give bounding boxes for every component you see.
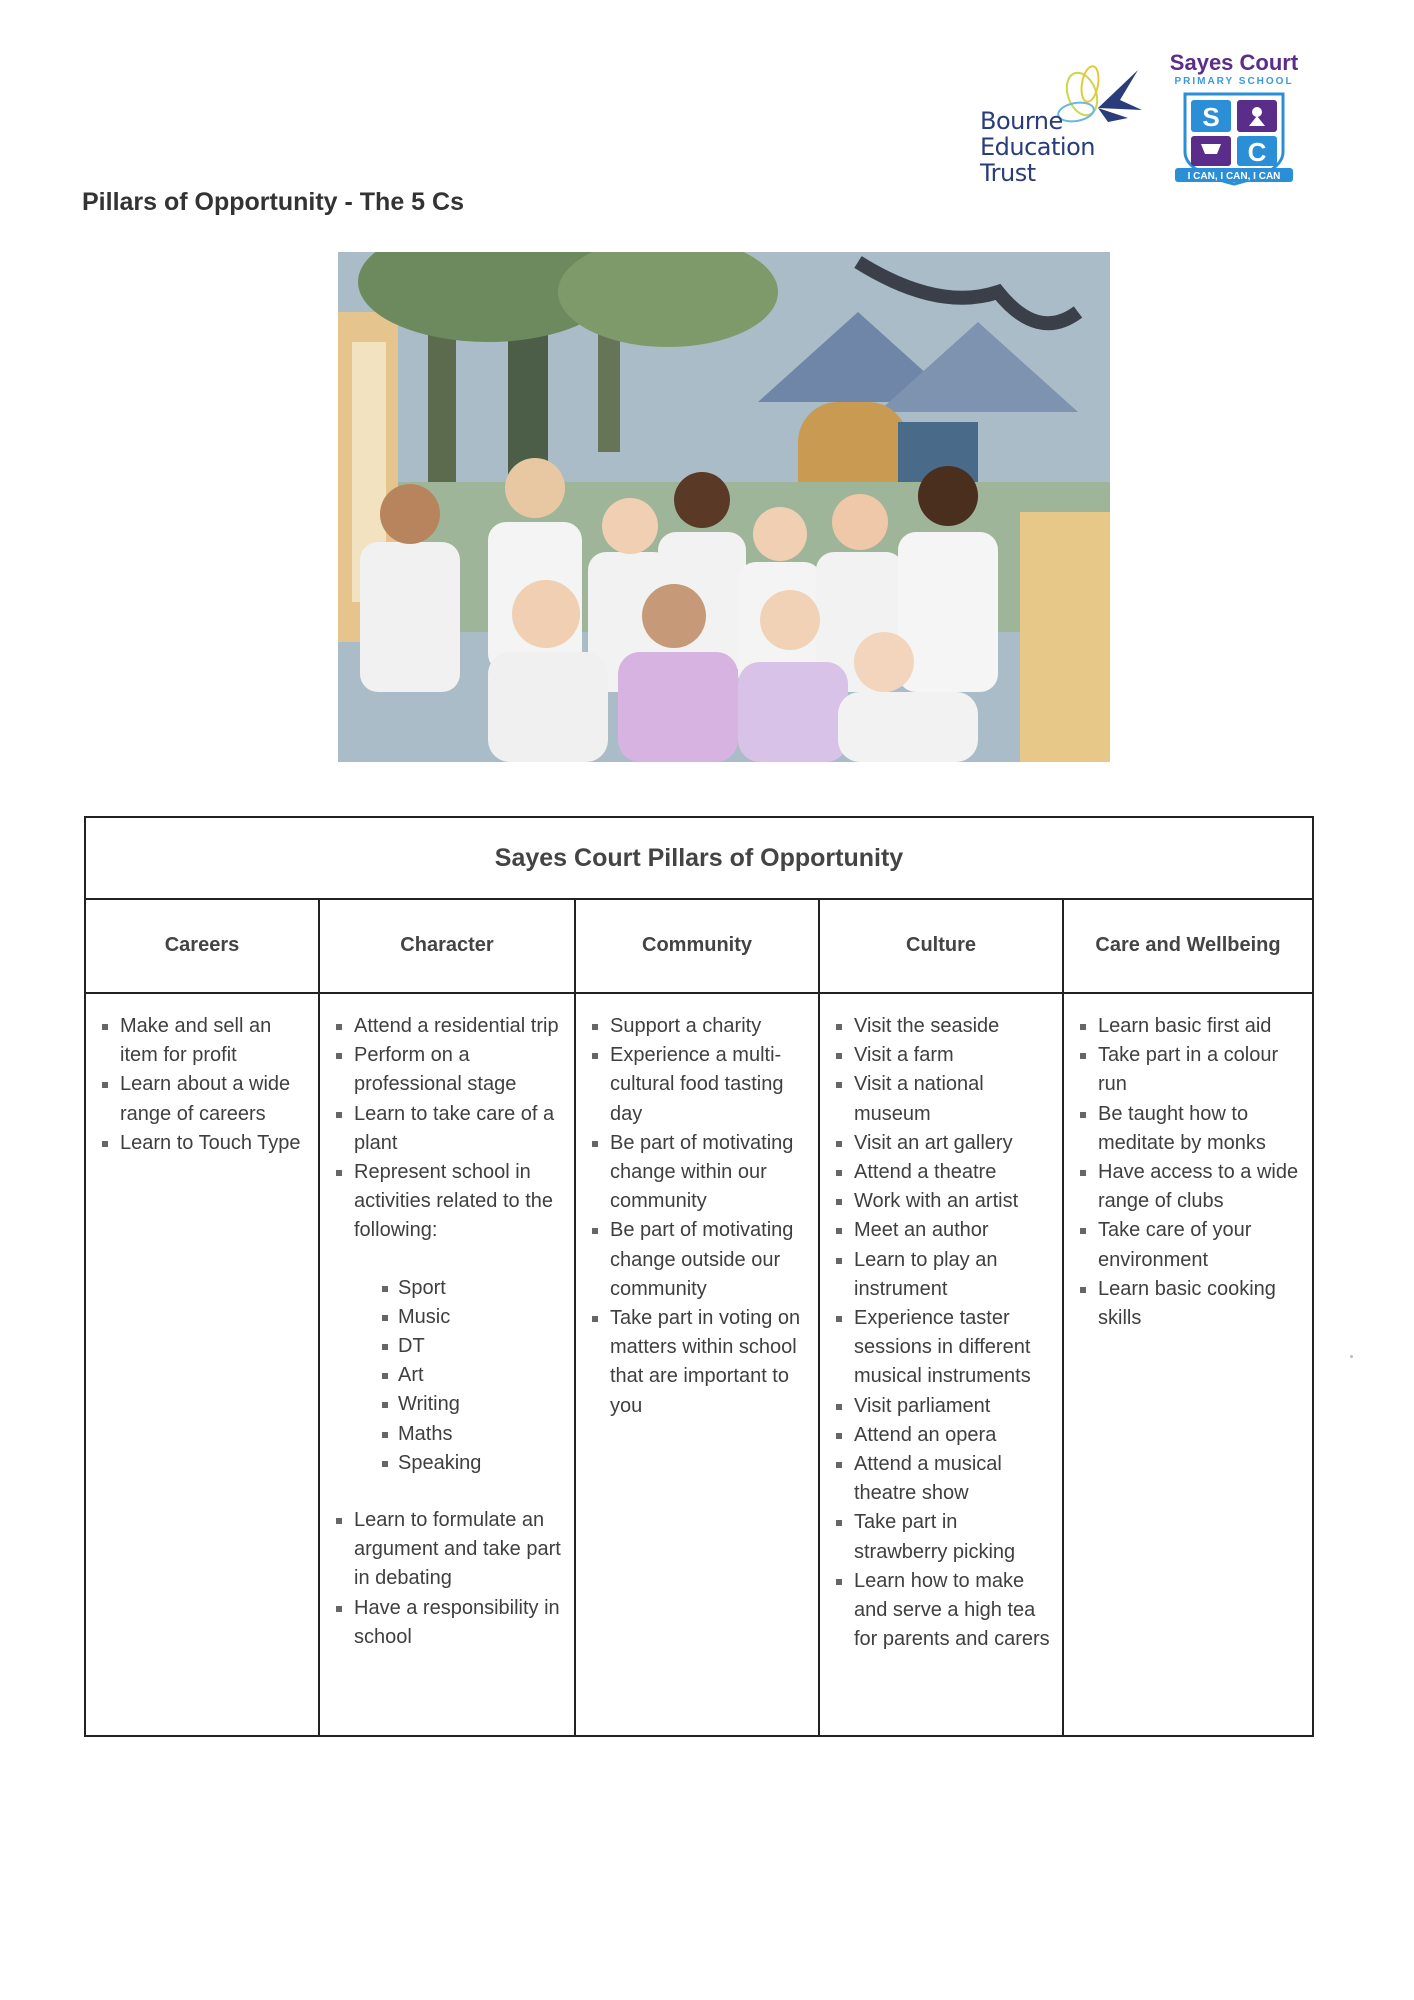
list-item: Take part in strawberry picking xyxy=(834,1508,1050,1566)
school-subtitle: PRIMARY SCHOOL xyxy=(1174,76,1294,87)
trust-name-line: Trust xyxy=(980,159,1036,187)
trust-name-line: Education xyxy=(980,133,1095,161)
column-care-and-wellbeing xyxy=(1064,898,1312,1735)
list-item: Experience taster sessions in different musical instruments xyxy=(834,1304,1050,1392)
column-culture xyxy=(820,898,1064,1735)
crest-letter-s: S xyxy=(1202,102,1220,132)
scan-speck xyxy=(1350,1355,1353,1358)
table-heading: Sayes Court Pillars of Opportunity xyxy=(86,818,1312,900)
list-item: Learn about a wide range of careers xyxy=(100,1070,306,1128)
list-item: Learn how to make and serve a high tea for parents and carers xyxy=(834,1567,1050,1655)
school-name: Sayes Court xyxy=(1169,50,1299,75)
list-item: Take part in a colour run xyxy=(1078,1041,1300,1099)
crest-letter-c: C xyxy=(1247,137,1267,167)
bourne-education-trust-logo xyxy=(978,60,1148,190)
list-item: Have access to a wide range of clubs xyxy=(1078,1158,1300,1216)
list-item: Be taught how to meditate by monks xyxy=(1078,1100,1300,1158)
sub-list-item: Writing xyxy=(380,1390,562,1419)
column-header: Community xyxy=(576,898,818,994)
list-item: Take care of your environment xyxy=(1078,1216,1300,1274)
list-item: Learn basic cooking skills xyxy=(1078,1275,1300,1333)
sub-list-item: Maths xyxy=(380,1420,562,1449)
list-item: Perform on a professional stage xyxy=(334,1041,562,1099)
pupils-photo xyxy=(338,252,1110,762)
school-motto: I CAN, I CAN, I CAN xyxy=(1187,171,1281,182)
trust-name xyxy=(980,108,1095,186)
list-item: Attend a theatre xyxy=(834,1158,1050,1187)
sub-list-item: Music xyxy=(380,1303,562,1332)
list-item: Be part of motivating change within our community xyxy=(590,1129,806,1217)
list-item: Experience a multi-cultural food tasting day xyxy=(590,1041,806,1129)
list-item: Make and sell an item for profit xyxy=(100,1012,306,1070)
list-item: Visit a farm xyxy=(834,1041,1050,1070)
trust-name-line: Bourne xyxy=(980,107,1063,135)
list-item: Meet an author xyxy=(834,1216,1050,1245)
list-item: Learn to play an instrument xyxy=(834,1246,1050,1304)
sub-list-item: Art xyxy=(380,1361,562,1390)
column-header: Character xyxy=(320,898,574,994)
column-community xyxy=(576,898,820,1735)
list-item: Visit the seaside xyxy=(834,1012,1050,1041)
list-item: Take part in voting on matters within school that are important to you xyxy=(590,1304,806,1421)
column-header: Care and Wellbeing xyxy=(1064,898,1312,994)
sub-list-item: Sport xyxy=(380,1274,562,1303)
list-item: Visit a national museum xyxy=(834,1070,1050,1128)
page-title: Pillars of Opportunity - The 5 Cs xyxy=(82,188,464,216)
list-item: Work with an artist xyxy=(834,1187,1050,1216)
list-item: Be part of motivating change outside our community xyxy=(590,1216,806,1304)
list-item: Learn basic first aid xyxy=(1078,1012,1300,1041)
sub-list-item: Speaking xyxy=(380,1449,562,1478)
sayes-court-logo xyxy=(1164,50,1304,195)
list-item: Attend an opera xyxy=(834,1421,1050,1450)
school-crest-icon xyxy=(1171,92,1297,188)
list-item: Attend a musical theatre show xyxy=(834,1450,1050,1508)
list-item: Visit parliament xyxy=(834,1392,1050,1421)
list-item: Visit an art gallery xyxy=(834,1129,1050,1158)
list-item: Attend a residential trip xyxy=(334,1012,562,1041)
column-header: Culture xyxy=(820,898,1062,994)
sub-list-item: DT xyxy=(380,1332,562,1361)
column-character xyxy=(320,898,576,1735)
column-careers xyxy=(86,898,320,1735)
list-item: Have a responsibility in school xyxy=(334,1594,562,1652)
column-header: Careers xyxy=(86,898,318,994)
list-item: Learn to take care of a plant xyxy=(334,1100,562,1158)
list-item: Learn to Touch Type xyxy=(100,1129,306,1158)
list-item: Learn to formulate an argument and take part in debating xyxy=(334,1506,562,1594)
list-item: Represent school in activities related to the following: xyxy=(334,1158,562,1246)
list-item: Support a charity xyxy=(590,1012,806,1041)
pillars-table xyxy=(84,816,1314,1737)
